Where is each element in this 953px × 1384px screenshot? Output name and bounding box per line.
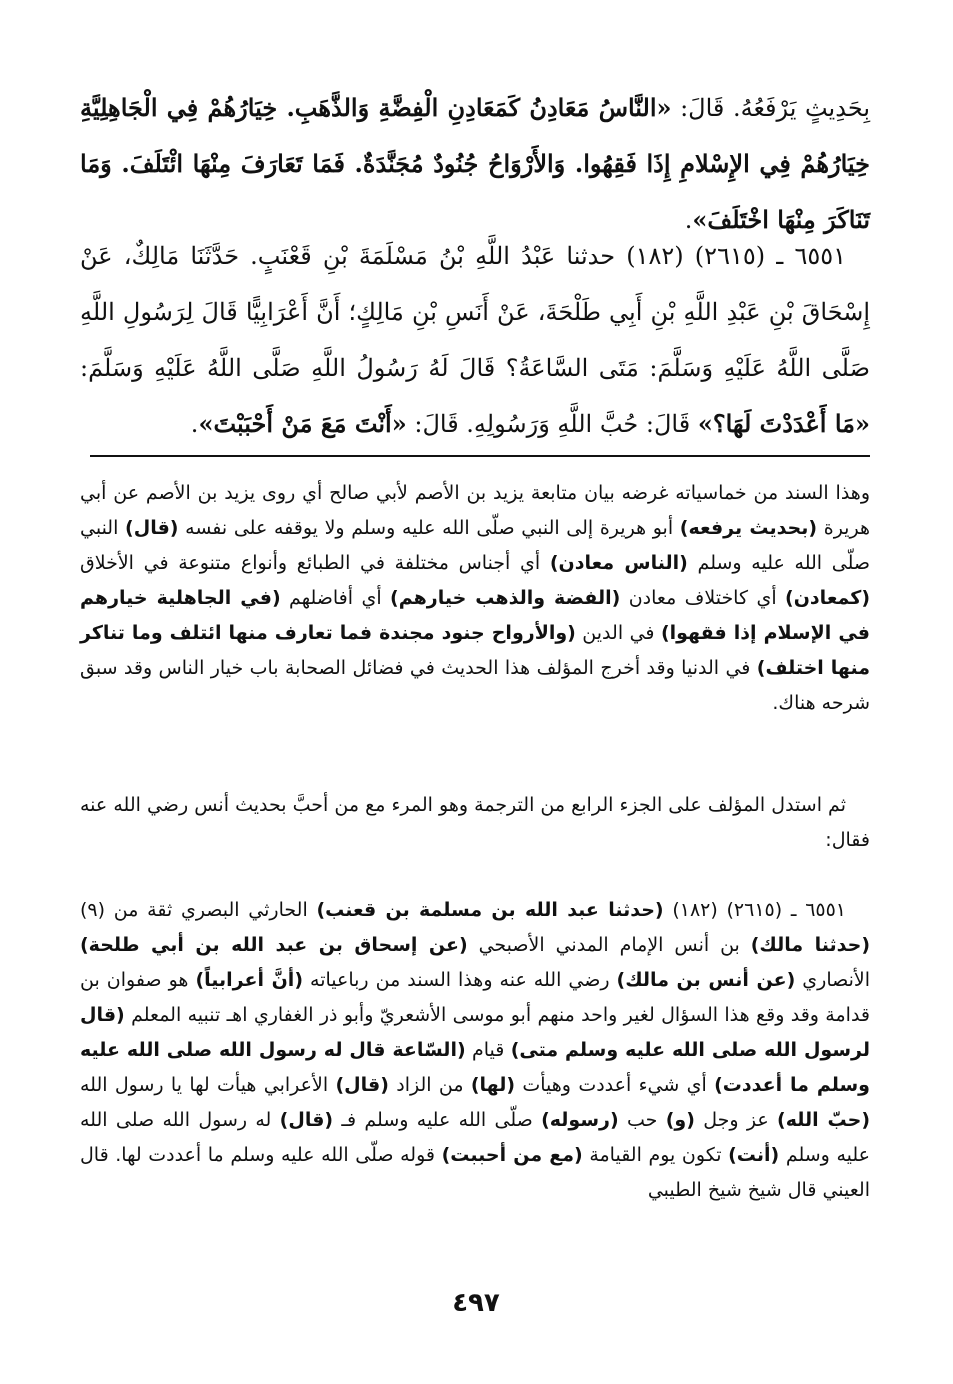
- bold-text-run: (أنَّ أعرابياً): [195, 969, 303, 991]
- bold-text-run: (حبّ الله): [777, 1109, 871, 1131]
- bold-text-run: «مَا أَعْدَدْتَ لَهَا؟»: [697, 409, 870, 438]
- text-run: من الزاد: [388, 1074, 471, 1096]
- text-run: قَالَ: حُبَّ اللَّهِ وَرَسُولِهِ. قَالَ:: [406, 410, 698, 438]
- bold-text-run: (عن إسحاق بن عبد الله بن أبي طلحة): [80, 934, 468, 956]
- commentary-paragraph-1: [80, 476, 870, 721]
- text-run: بِحَدِيثٍ يَرْفَعُهُ. قَالَ:: [671, 94, 870, 122]
- text-run: أبو هريرة إلى النبي صلّى الله عليه وسلم ولا يوقفه على نفسه: [178, 517, 680, 539]
- bold-text-run: «النَّاسُ مَعَادِنُ كَمَعَادِنِ الْفِضَّةِ وَالذَّهَبِ. خِيَارُهُمْ فِي الْجَاهِلِيَّةِ خِيَارُهُمْ فِي الإِسْلامِ إِذَا فَقِهُوا. وَالأَرْوَاحُ جُنُودٌ مُجَنَّدَةٌ. فَمَا تَعَارَفَ مِنْهَا ائْتَلَفَ. وَمَا تَنَاكَرَ مِنْهَا اخْتَلَفَ»: [80, 93, 870, 234]
- bold-text-run: (لها): [470, 1074, 516, 1096]
- bold-text-run: (الفضة والذهب خيارهم): [390, 587, 621, 609]
- hadith-paragraph: [80, 228, 870, 452]
- text-run: عز وجل: [694, 1109, 778, 1131]
- commentary-text: [80, 476, 870, 721]
- bold-text-run: (قال لرسول الله صلى الله عليه وسلم متى): [80, 1004, 870, 1061]
- text-run: الأعرابي هيأت لها يا رسول الله: [80, 1074, 336, 1096]
- bold-text-run: (حدثنا عبد الله بن مسلمة بن قعنب): [316, 899, 664, 921]
- bold-text-run: (الناس معادن): [549, 552, 688, 574]
- page-number: ٤٩٧: [452, 1288, 500, 1318]
- text-run: وهذا السند من خماسياته غرضه بيان متابعة يزيد بن الأصم لأبي صالح أي روى يزيد بن الأصم عن أبي هريرة: [80, 482, 870, 539]
- hadith-text-continuation: [80, 80, 870, 248]
- commentary-text: [80, 893, 870, 1208]
- bold-text-run: (والأرواح جنود مجندة فما تعارف منها ائتلف وما تناكر منها اختلف): [80, 622, 870, 679]
- bold-text-run: (في الجاهلية خيارهم في الإسلام إذا فقهوا): [80, 587, 870, 644]
- text-run: له رسول الله صلى الله عليه وسلم: [80, 1109, 871, 1166]
- text-run: أي أجناس مختلفة في الطبائع وأنواع متنوعة في الأخلاق: [80, 552, 550, 574]
- text-run: بن أنس الإمام المدني الأصبحي: [467, 934, 751, 956]
- bold-text-run: (كمعادن): [785, 587, 871, 609]
- text-run: .: [684, 206, 693, 234]
- bold-text-run: (مع من أحببت): [441, 1144, 583, 1166]
- commentary-paragraph-2: [80, 788, 870, 858]
- bold-text-run: (بحديث يرفعه): [679, 517, 818, 539]
- bold-text-run: (و): [665, 1109, 695, 1131]
- text-run: رضي الله عنه وهذا السند من رباعياته: [303, 969, 617, 991]
- bold-text-run: (قال): [335, 1074, 389, 1096]
- bold-text-run: (حدثنا مالك): [750, 934, 870, 956]
- hadith-text-6551: [80, 228, 870, 452]
- text-run: أي شيء أعددت وهيأت: [515, 1074, 715, 1096]
- commentary-paragraph-3: [80, 893, 870, 1208]
- text-run: هو صفوان بن قدامة وقد وقع هذا السؤال لغير واحد منهم أبو موسى الأشعريّ وأبو ذر الغفاري اهـ تنبيه المعلم: [80, 969, 870, 1026]
- text-run: صلّى الله عليه وسلم فـ: [333, 1109, 542, 1131]
- bold-text-run: «أَنْتَ مَعَ مَنْ أَحْبَبْتَ»: [198, 409, 407, 438]
- text-run: حب: [618, 1109, 666, 1131]
- text-run: في الدنيا وقد أخرج المؤلف هذا الحديث في فضائل الصحابة باب خيار الناس وقد سبق شرحه هناك.: [80, 657, 870, 714]
- text-run: قيام: [465, 1039, 511, 1061]
- bold-text-run: (عن أنس بن مالك): [616, 969, 796, 991]
- text-run: قوله صلّى الله عليه وسلم ما أعددت لها. قال العيني قال شيخ شيخ الطيبي: [80, 1144, 870, 1201]
- text-run: في الدين: [575, 622, 661, 644]
- text-run: ٦٥٥١ ـ (٢٦١٥) (١٨٢) حدثنا عَبْدُ اللَّهِ بْنُ مَسْلَمَةَ بْنِ قَعْنَبٍ. حَدَّثَنَا مَالِكٌ، عَنْ إِسْحَاقَ بْنِ عَبْدِ اللَّهِ بْنِ أَبِي طَلْحَةَ، عَنْ أَنَسِ بْنِ مَالِكٍ؛ أَنَّ أَعْرَابِيًّا قَالَ لِرَسُولِ اللَّهِ صَلَّى اللَّهُ عَلَيْهِ وَسَلَّمَ: مَتَى السَّاعَةُ؟ قَالَ لَهُ رَسُولُ اللَّهِ صَلَّى اللَّهُ عَلَيْهِ وَسَلَّمَ:: [80, 242, 870, 382]
- bold-text-run: (قال): [279, 1109, 334, 1131]
- commentary-text: [80, 788, 870, 858]
- text-run: .: [190, 410, 199, 438]
- text-run: تكون يوم القيامة: [582, 1144, 729, 1166]
- text-run: أي كاختلاف معادن: [620, 587, 786, 609]
- text-run: النبي صلّى الله عليه وسلم: [80, 517, 870, 574]
- text-run: ثم استدل المؤلف على الجزء الرابع من الترجمة وهو المرء مع من أحبَّ بحديث أنس رضي الله عنه فقال:: [80, 794, 870, 851]
- text-run: أي أفاضلهم: [280, 587, 391, 609]
- bold-text-run: (السّاعة قال له رسول الله صلى الله عليه وسلم ما أعددت): [80, 1039, 870, 1096]
- text-run: ٦٥٥١ ـ (٢٦١٥) (١٨٢): [663, 899, 847, 921]
- bold-text-run: (قال): [125, 517, 179, 539]
- bold-text-run: (أنت): [728, 1144, 780, 1166]
- text-run: الحارثي البصري ثقة من (٩): [80, 899, 317, 921]
- footnote-divider: [90, 455, 870, 457]
- hadith-paragraph: [80, 80, 870, 248]
- text-run: الأنصاري: [795, 969, 870, 991]
- bold-text-run: (رسوله): [541, 1109, 619, 1131]
